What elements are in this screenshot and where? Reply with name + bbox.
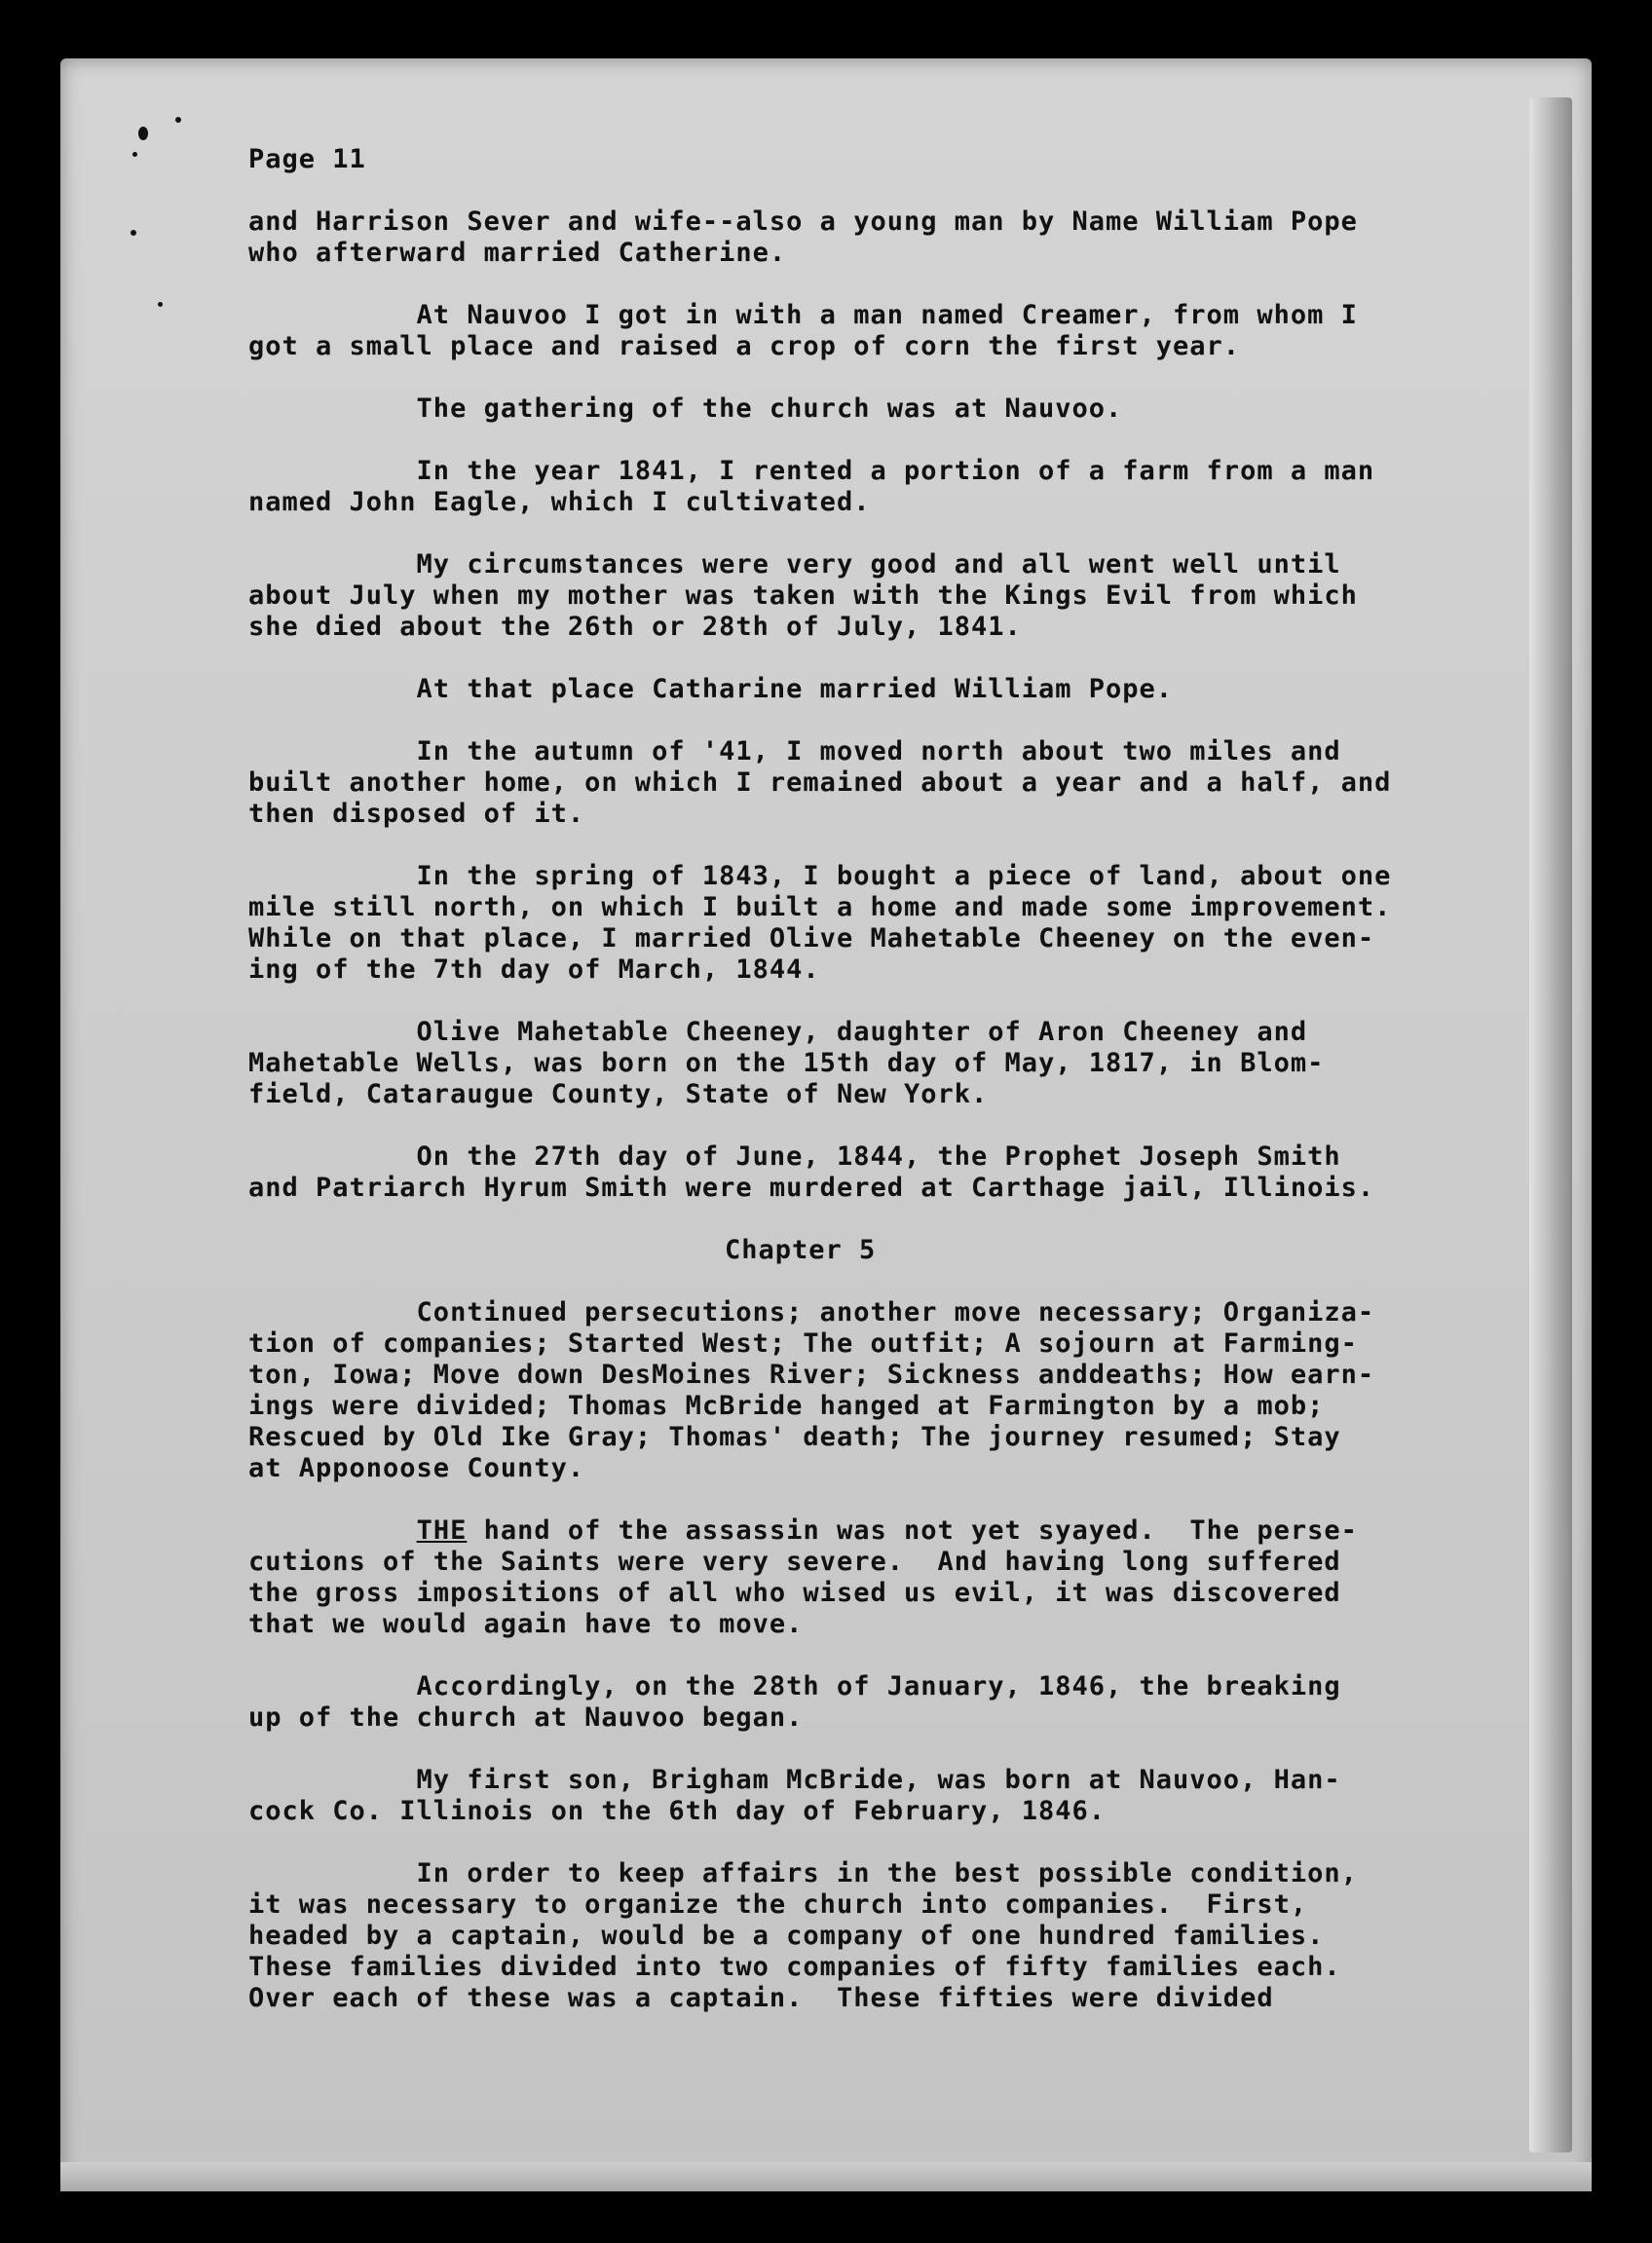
ink-speck xyxy=(175,117,181,123)
summary-line: ton, Iowa; Move down DesMoines River; Sickness anddeaths; How earn- xyxy=(248,1360,1375,1390)
summary-line: at Apponoose County. xyxy=(248,1453,585,1483)
underlined-word: THE xyxy=(416,1515,468,1546)
summary-line: ings were divided; Thomas McBride hanged at Farmington by a mob; xyxy=(248,1391,1325,1421)
text-line: up of the church at Nauvoo began. xyxy=(248,1702,804,1733)
text-line: mile still north, on which I built a home and made some improvement. xyxy=(248,892,1392,922)
summary-line: tion of companies; Started West; The outfit; A sojourn at Farming- xyxy=(248,1328,1358,1359)
ink-speck xyxy=(138,127,148,140)
paragraph xyxy=(248,861,1456,986)
first-line-rest: hand of the assassin was not yet syayed. The perse- xyxy=(467,1515,1358,1546)
summary-line: Continued persecutions; another move necessary; Organiza- xyxy=(248,1297,1375,1327)
text-line: ing of the 7th day of March, 1844. xyxy=(248,954,820,985)
paragraph xyxy=(248,674,1456,705)
summary-line: Rescued by Old Ike Gray; Thomas' death; The journey resumed; Stay xyxy=(248,1422,1341,1452)
text-line: headed by a captain, would be a company of one hundred families. xyxy=(248,1921,1325,1951)
paragraph xyxy=(248,456,1456,518)
ink-speck xyxy=(131,230,136,236)
text-line: Over each of these was a captain. These fifties were divided xyxy=(248,1983,1274,2013)
text-line: it was necessary to organize the church into companies. First, xyxy=(248,1889,1308,1920)
text-line: built another home, on which I remained about a year and a half, and xyxy=(248,767,1392,798)
text-line: about July when my mother was taken with the Kings Evil from which xyxy=(248,580,1358,611)
ink-speck xyxy=(158,302,163,307)
text-line: In the autumn of '41, I moved north about two miles and xyxy=(248,736,1341,766)
text-line: While on that place, I married Olive Mahetable Cheeney on the even- xyxy=(248,923,1375,953)
text-line: who afterward married Catherine. xyxy=(248,238,787,268)
text-line: named John Eagle, which I cultivated. xyxy=(248,487,871,517)
paragraph xyxy=(248,1017,1456,1110)
assassin-line: cutions of the Saints were very severe. And having long suffered xyxy=(248,1547,1341,1577)
text-line: The gathering of the church was at Nauvoo. xyxy=(248,393,1123,424)
text-line: Mahetable Wells, was born on the 15th day of May, 1817, in Blom- xyxy=(248,1048,1325,1078)
text-line: In the spring of 1843, I bought a piece of land, about one xyxy=(248,861,1392,891)
text-line: got a small place and raised a crop of corn the first year. xyxy=(248,331,1241,361)
later-paragraphs xyxy=(248,1671,1456,2014)
chapter-heading xyxy=(248,1235,1456,1266)
assassin-line: that we would again have to move. xyxy=(248,1609,804,1639)
document-body xyxy=(248,144,1456,2045)
text-line: In order to keep affairs in the best possible condition, xyxy=(248,1858,1358,1888)
text-line: cock Co. Illinois on the 6th day of February, 1846. xyxy=(248,1796,1107,1826)
text-line: then disposed of it. xyxy=(248,799,585,829)
paragraph xyxy=(248,549,1456,643)
text-line: field, Cataraugue County, State of New York. xyxy=(248,1079,989,1109)
paragraph xyxy=(248,1671,1456,1734)
assassin-line: the gross impositions of all who wised us evil, it was discovered xyxy=(248,1578,1341,1608)
text-line: At that place Catharine married William Pope. xyxy=(248,674,1174,704)
text-line: and Patriarch Hyrum Smith were murdered at Carthage jail, Illinois. xyxy=(248,1173,1375,1203)
paragraph xyxy=(248,206,1456,269)
paragraph xyxy=(248,1141,1456,1204)
page-right-edge xyxy=(1529,97,1572,2152)
text-line: My first son, Brigham McBride, was born at Nauvoo, Han- xyxy=(248,1765,1341,1795)
text-line: Olive Mahetable Cheeney, daughter of Aron Cheeney and xyxy=(248,1017,1308,1047)
chapter-title: Chapter 5 xyxy=(725,1235,877,1265)
text-line: These families divided into two companies of fifty families each. xyxy=(248,1952,1341,1982)
text-line: she died about the 26th or 28th of July, 1841. xyxy=(248,612,1022,642)
page-bottom-edge xyxy=(60,2162,1592,2191)
chapter-summary xyxy=(248,1297,1456,1484)
paragraph xyxy=(248,300,1456,362)
opening-paragraphs xyxy=(248,206,1456,1204)
text-line: In the year 1841, I rented a portion of a farm from a man xyxy=(248,456,1375,486)
indent xyxy=(248,1515,417,1546)
text-line: On the 27th day of June, 1844, the Prophet Joseph Smith xyxy=(248,1141,1341,1172)
ink-speck xyxy=(132,152,137,157)
text-line: and Harrison Sever and wife--also a young man by Name William Pope xyxy=(248,206,1358,237)
assassin-paragraph xyxy=(248,1515,1456,1640)
text-line: At Nauvoo I got in with a man named Creamer, from whom I xyxy=(248,300,1358,330)
paragraph xyxy=(248,1765,1456,1827)
paragraph xyxy=(248,736,1456,830)
page-number-label: Page 11 xyxy=(248,144,366,174)
assassin-first-line xyxy=(248,1515,1456,1547)
paragraph xyxy=(248,393,1456,425)
paragraph xyxy=(248,1858,1456,2014)
text-line: Accordingly, on the 28th of January, 1846, the breaking xyxy=(248,1671,1341,1701)
text-line: My circumstances were very good and all went well until xyxy=(248,549,1341,579)
